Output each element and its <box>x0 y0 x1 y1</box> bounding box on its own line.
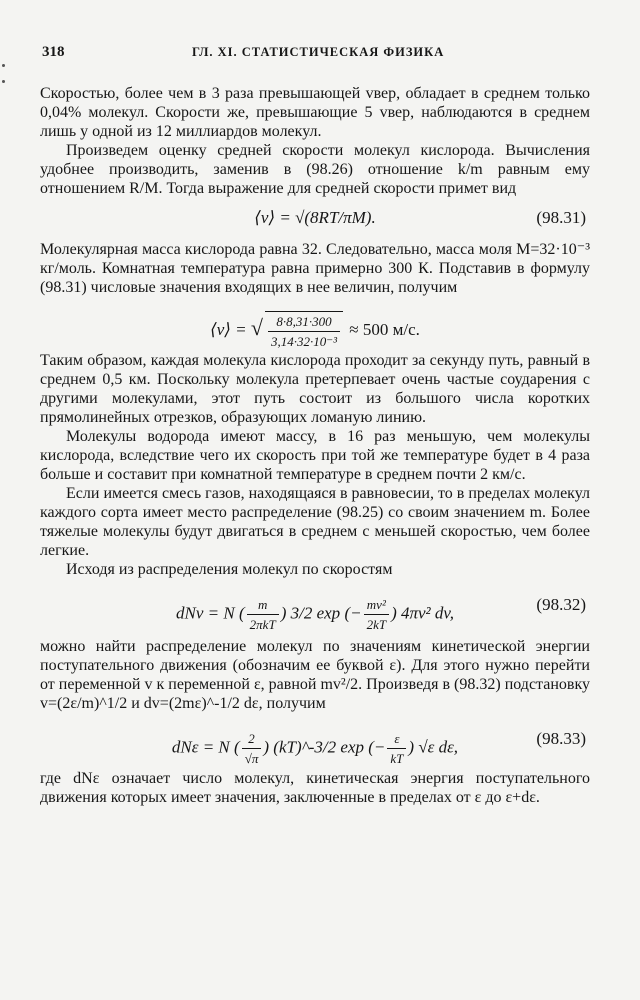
formula-lhs: ⟨v⟩ = <box>210 319 247 339</box>
formula-number: (98.31) <box>536 208 586 227</box>
formula-lhs: dNv = N <box>176 603 235 623</box>
formula-number: (98.33) <box>536 729 586 748</box>
paragraph: Исходя из распределения молекул по скоростям <box>66 561 393 578</box>
formula-98-32: dNv = N ( $\frac{m}{\text{2πkT}}$ ) 3/2 exp (− $\frac{\text{mv²}}{2kT}$ ) 4πv² dv, (98.32) <box>176 595 586 632</box>
paragraph: можно найти распределение молекул по значениям кинетической энергии поступательного движения (обозначим ее буквой ε). Для этого нужно перейти от переменной v к переменной ε, равной mv²/2. Произведя в (98.32) подстановку v=(2ε/m)^1/2 и dv=(2mε)^-1/2 dε, получим <box>40 638 590 712</box>
formula-rhs: √ε dε, <box>418 737 459 757</box>
formula-lhs: dNε = N <box>171 737 230 757</box>
fraction-numerator: ε <box>387 729 406 749</box>
formula-average-speed-value: ⟨v⟩ = √ $\frac{8\cdot 8,31\cdot 300}{\text{3,14·32·10⁻³}}$ ≈ 500 м/с. <box>40 297 590 351</box>
running-head: ГЛ. XI. СТАТИСТИЧЕСКАЯ ФИЗИКА <box>192 45 445 59</box>
fraction-denominator: 2kT <box>366 617 387 632</box>
fraction-numerator: mv² <box>364 595 390 615</box>
fraction-numerator: 8·8,31·300 <box>268 312 340 332</box>
formula-middle: (kT)^-3/2 exp <box>273 737 365 757</box>
formula-number: (98.32) <box>536 595 586 614</box>
formula-rhs: 4πv² dv, <box>401 603 454 623</box>
formula-98-33: dNε = N ( $\frac{2}{√\pi}$ ) (kT)^-3/2 exp (− $\frac{\varepsilon}{kT}$ ) √ε dε, (98.33) <box>171 729 586 766</box>
margin-mark <box>2 80 5 83</box>
fraction-numerator: 2 <box>242 729 262 749</box>
fraction-denominator: 3,14·32·10⁻³ <box>271 334 338 349</box>
fraction-denominator: kT <box>390 751 404 766</box>
paragraph: Молекулярная масса кислорода равна 32. Следовательно, масса моля M=32·10⁻³ кг/моль. Комнатная температура равна примерно 300 К. Подставив в формулу (98.31) числовые значения входящих в нее величин, получим <box>40 241 590 296</box>
formula-98-31 <box>40 198 590 240</box>
paragraph: Скоростью, более чем в 3 раза превышающей vвер, обладает в среднем только 0,04% молекул. Скорости же, превышающие 5 vвер, наблюдаются в среднем лишь у одной из 12 миллиардов молекул. <box>40 85 590 140</box>
fraction-denominator: 2πkT <box>249 617 276 632</box>
margin-mark <box>2 64 5 67</box>
paragraph: Таким образом, каждая молекула кислорода проходит за секунду путь, равный в среднем 0,5 км. Поскольку молекула претерпевает очень частые соударения с другими молекулами, этот путь состоит из большого числа коротких прямолинейных отрезков, образующих ломаную линию. <box>40 352 590 426</box>
paragraph: где dNε означает число молекул, кинетическая энергия поступательного движения которых имеет значения, заключенные в пределах от ε до ε+dε. <box>40 770 590 806</box>
fraction-denominator: √π <box>244 751 259 766</box>
formula-middle: 3/2 exp <box>290 603 341 623</box>
formula-expression: ⟨v⟩ = √(8RT/πM). <box>254 208 376 227</box>
fraction-numerator: m <box>247 595 279 615</box>
formula-rhs: ≈ 500 м/с. <box>349 319 420 339</box>
page-body <box>40 84 590 807</box>
paragraph: Молекулы водорода имеют массу, в 16 раз меньшую, чем молекулы кислорода, вследствие чего их скорость при той же температуре будет в 4 раза больше и составит при комнатной температуре в среднем почти 2 км/с. <box>40 428 590 483</box>
paragraph: Произведем оценку средней скорости молекул кислорода. Вычисления удобнее производить, заменив в (98.26) отношение k/m равным ему отношением R/M. Тогда выражение для средней скорости примет вид <box>40 142 590 197</box>
paragraph: Если имеется смесь газов, находящаяся в равновесии, то в пределах молекул каждого сорта имеет место распределение (98.25) со своим значением m. Более тяжелые молекулы будут двигаться в среднем с меньшей скоростью, чем более легкие. <box>40 485 590 559</box>
page-number: 318 <box>42 44 65 60</box>
